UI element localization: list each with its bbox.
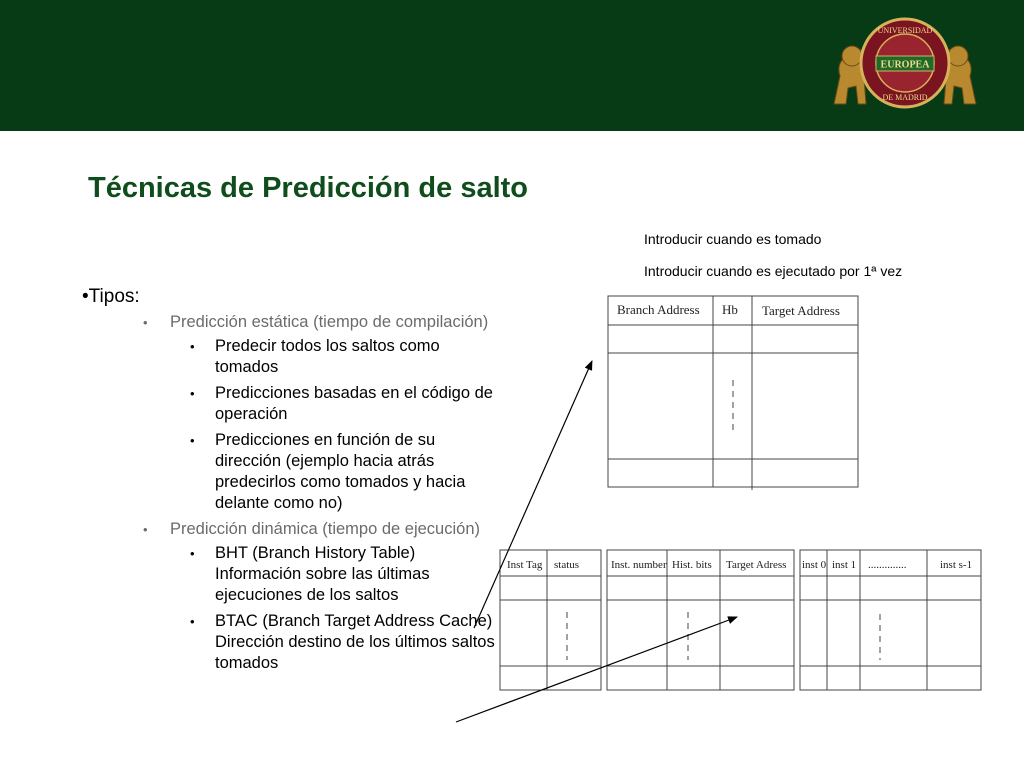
btb-header-branch-address: Branch Address: [617, 302, 700, 317]
table3-header-inst-0: inst 0: [802, 559, 827, 571]
arrow-btac-to-table: [456, 617, 737, 722]
section-static-label: Predicción estática (tiempo de compilación): [170, 313, 489, 331]
section-dynamic-label: Predicción dinámica (tiempo de ejecución): [170, 520, 480, 538]
list-item: • BHT (Branch History Table) Información sobre las últimas ejecuciones de los saltos: [190, 544, 430, 604]
list-item: • BTAC (Branch Target Address Cache) Dirección destino de los últimos saltos tomados: [190, 612, 495, 672]
bht-tag-table: [500, 550, 601, 690]
logo-middle-text: EUROPEA: [880, 59, 930, 71]
table2-header-target-adress: Target Adress: [726, 559, 787, 571]
list-item: • Predicciones basadas en el código de operación: [190, 384, 493, 423]
arrow-bht-to-btb: [474, 361, 592, 628]
logo-top-text: UNIVERSIDAD: [877, 26, 933, 35]
list-item-text: BHT (Branch History Table) Información sobre las últimas ejecuciones de los saltos: [215, 544, 430, 604]
list-item-text: Predicciones en función de su dirección (ejemplo hacia atrás predecirlos como tomados y hacia delante como no): [215, 431, 466, 512]
list-item: • Predicciones en función de su dirección (ejemplo hacia atrás predecirlos como tomados y hacia delante como no): [190, 431, 466, 512]
table1-header-status: status: [554, 559, 580, 571]
table1-header-inst-tag: Inst Tag: [507, 559, 543, 571]
btb-header-target-address: Target Address: [762, 303, 840, 318]
table3-header-inst-1: inst 1: [832, 559, 857, 571]
list-item-text: Predecir todos los saltos como tomados: [215, 337, 440, 376]
btb-header-hb: Hb: [722, 302, 738, 317]
note-first-execution: Introducir cuando es ejecutado por 1ª vez: [644, 263, 903, 279]
table2-header-inst-number: Inst. number: [611, 559, 667, 571]
list-item-text: BTAC (Branch Target Address Cache) Dirección destino de los últimos saltos tomados: [215, 612, 495, 672]
table2-header-hist-bits: Hist. bits: [672, 559, 712, 571]
bht-history-table: [607, 550, 794, 690]
btac-instruction-table: [800, 550, 981, 690]
note-taken: Introducir cuando es tomado: [644, 231, 822, 247]
bullet-dot: •: [143, 315, 148, 330]
slide-title: Técnicas de Predicción de salto: [88, 172, 528, 204]
table3-header-dots: ..............: [868, 559, 907, 571]
table3-header-inst-s-1: inst s-1: [940, 559, 973, 571]
logo-bottom-text: DE MADRID: [882, 93, 928, 102]
types-heading: •Tipos:: [82, 286, 140, 307]
btb-table: [608, 296, 858, 490]
bullet-dot: •: [143, 522, 148, 537]
list-item-text: Predicciones basadas en el código de operación: [215, 384, 493, 423]
list-item: • Predecir todos los saltos como tomados: [190, 337, 440, 376]
